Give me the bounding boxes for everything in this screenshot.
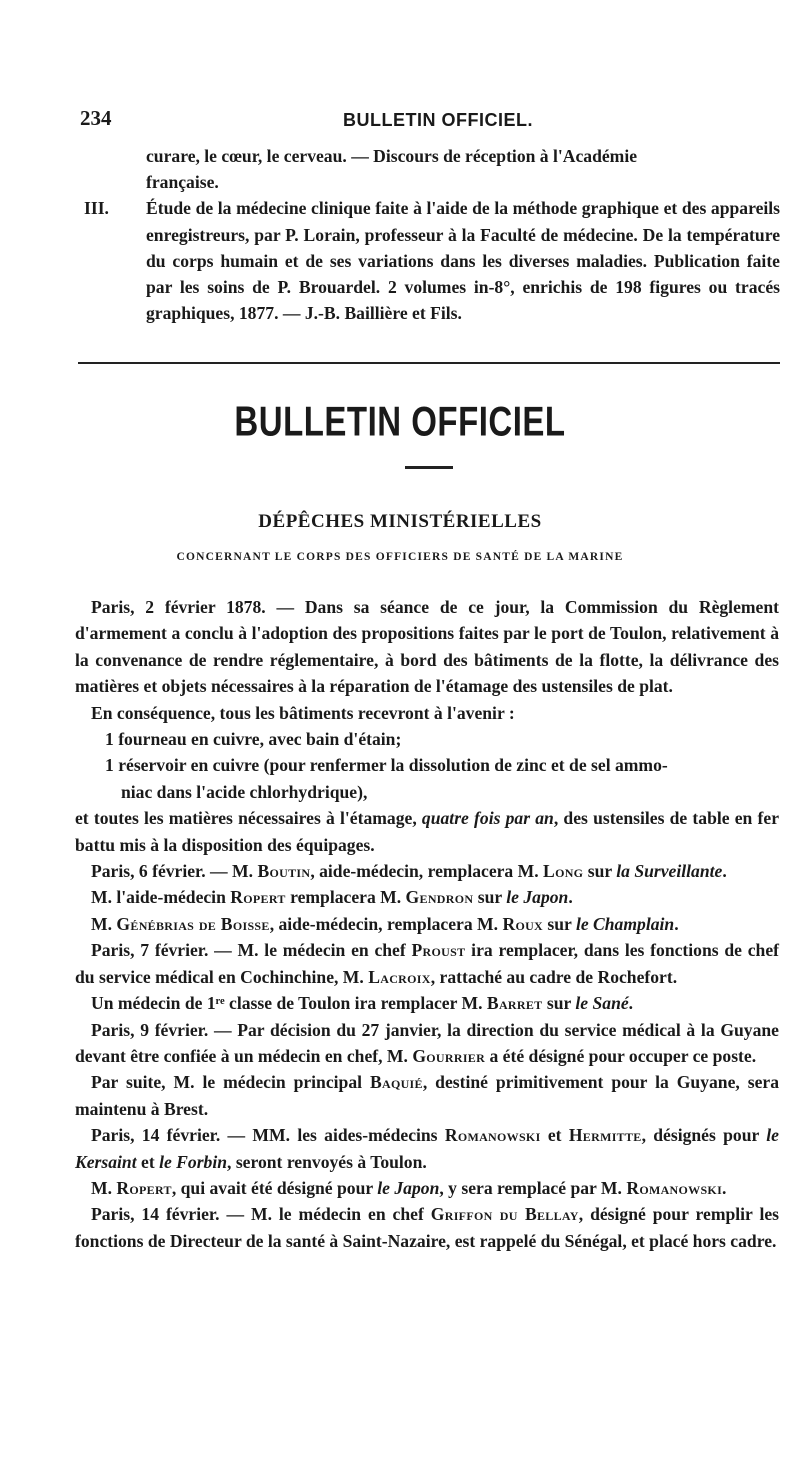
person-name: Ropert — [116, 1177, 172, 1198]
section-title: BULLETIN OFFICIEL — [234, 398, 566, 445]
continued-line-2: française. — [146, 172, 219, 193]
person-name: Lacroix — [368, 966, 431, 987]
title-rule — [405, 466, 453, 469]
item-number: III. — [84, 198, 109, 219]
ship-name: le Kersaint — [75, 1125, 779, 1172]
dispatches-body — [75, 594, 779, 1254]
person-name: Ropert — [230, 887, 286, 908]
running-head: BULLETIN OFFICIEL. — [343, 110, 533, 130]
person-name: Proust — [411, 940, 466, 961]
person-name: Gendron — [405, 887, 474, 908]
list-item-1: 1 fourneau en cuivre, avec bain d'étain; — [105, 729, 402, 750]
person-name: Hermitte — [568, 1125, 642, 1146]
paragraph-1: Paris, 2 février 1878. — Dans sa séance de ce jour, la Commission du Règlement d'armement a conclu à l'adoption des propositions faites par le port de Toulon, relativement à la convenance de rendre réglementaire, à bord des bâtiments de la flotte, la délivrance des matières et objets nécessaires à la réparation de l'étamage des ustensiles de plat. — [75, 597, 779, 697]
person-name: Gourrier — [412, 1045, 486, 1066]
list-item-2-continued: niac dans l'acide chlorhydrique), — [121, 781, 368, 802]
person-name: Griffon du Bellay — [430, 1204, 579, 1225]
paragraph-8: Un médecin de 1ʳᵉ classe de Toulon ira remplacer M. Barret sur le Sané. — [91, 993, 634, 1014]
person-name: Romanowski — [626, 1177, 723, 1198]
ship-name: le Forbin — [159, 1151, 228, 1172]
person-name: Roux — [502, 913, 544, 934]
ship-name: le Japon — [377, 1177, 440, 1198]
paragraph-4: Paris, 6 février. — M. Boutin, aide-médecin, remplacera M. Long sur la Surveillante. — [91, 861, 727, 882]
bibliography-item-iii — [82, 195, 780, 326]
person-name: Romanowski — [444, 1125, 541, 1146]
section-concern-line: CONCERNANT LE CORPS DES OFFICIERS DE SANTÉ DE LA MARINE — [176, 551, 624, 563]
previous-section — [82, 143, 780, 326]
person-name: Baquié — [369, 1072, 423, 1093]
person-name: Barret — [486, 993, 543, 1014]
paragraph-3: et toutes les matières nécessaires à l'étamage, quatre fois par an, des ustensiles de table en fer battu mis à la disposition des équipages. — [75, 808, 780, 855]
page-number: 234 — [80, 106, 112, 130]
section-divider — [78, 362, 780, 364]
continued-line-1: curare, le cœur, le cerveau. — Discours de réception à l'Académie — [146, 146, 638, 166]
ship-name: le Japon — [506, 887, 569, 908]
ship-name: le Sané — [575, 993, 629, 1014]
continued-item — [82, 143, 780, 195]
item-text: Étude de la médecine clinique faite à l'aide de la méthode graphique et des appareils enregistreurs, par P. Lorain, professeur à la Faculté de médecine. De la température du corps humain et de ses variations dans les diverses maladies. Publication faite par les soins de P. Brouardel. 2 volumes in-8°, enrichis de 198 figures ou tracés graphiques, 1877. — J.-B. Baillière et Fils. — [146, 198, 780, 324]
person-name: Long — [543, 861, 584, 882]
paragraph-9: Paris, 9 février. — Par décision du 27 janvier, la direction du service médical à la Guyane devant être confiée à un médecin en chef, M. Gourrier a été désigné pour occuper ce poste. — [75, 1019, 779, 1066]
paragraph-2: En conséquence, tous les bâtiments recevront à l'avenir : — [91, 702, 515, 723]
person-name: Boutin — [257, 861, 311, 882]
paragraph-11: Paris, 14 février. — MM. les aides-médecins Romanowski et Hermitte, désignés pour le Kersaint et le Forbin, seront renvoyés à Toulon. — [75, 1125, 779, 1172]
paragraph-12: M. Ropert, qui avait été désigné pour le Japon, y sera remplacé par M. Romanowski. — [91, 1177, 727, 1198]
paragraph-13: Paris, 14 février. — M. le médecin en chef Griffon du Bellay, désigné pour remplir les fonctions de Directeur de la santé à Saint-Nazaire, est rappelé du Sénégal, et placé hors cadre. — [75, 1204, 780, 1251]
ship-name: le Champlain — [575, 913, 675, 934]
page-header — [80, 106, 780, 136]
ship-name: la Surveillante — [616, 861, 723, 882]
paragraph-6: M. Génébrias de Boisse, aide-médecin, remplacera M. Roux sur le Champlain. — [91, 913, 679, 934]
paragraph-5: M. l'aide-médecin Ropert remplacera M. Gendron sur le Japon. — [91, 887, 573, 908]
paragraph-10: Par suite, M. le médecin principal Baquié, destiné primitivement pour la Guyane, sera maintenu à Brest. — [75, 1072, 780, 1119]
list-item-2: 1 réservoir en cuivre (pour renfermer la dissolution de zinc et de sel ammo- — [105, 755, 668, 776]
person-name: Génébrias de Boisse — [116, 913, 270, 934]
paragraph-7: Paris, 7 février. — M. le médecin en chef Proust ira remplacer, dans les fonctions de chef du service médical en Cochinchine, M. Lacroix, rattaché au cadre de Rochefort. — [75, 940, 779, 987]
section-subtitle: DÉPÊCHES MINISTÉRIELLES — [258, 511, 542, 532]
